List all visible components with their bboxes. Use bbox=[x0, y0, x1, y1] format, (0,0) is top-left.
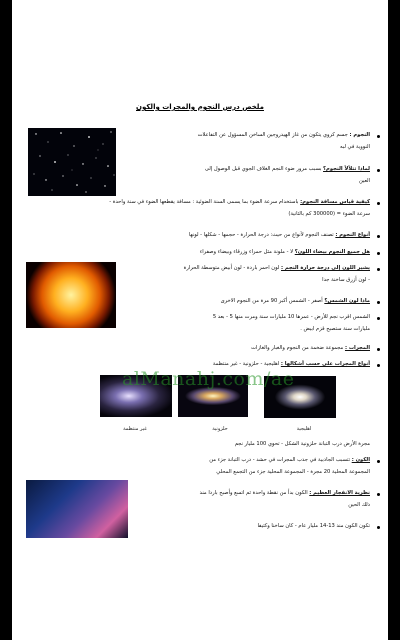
item-distance: كيفية قياس مسافة النجوم: باستخدام سرعة الضوء بما يسمى السنة الضوئية : مسافة يقطعها الضوء في سنة واحدة - سرعة الضوء = (300000 كم بالثانية) bbox=[109, 199, 370, 217]
item-stars: النجوم : جسم كروي يتكون من غاز الهيدروجين الساخن المسؤول عن التفاعلات النووية في لبه bbox=[197, 132, 370, 150]
item-twinkle: لماذا تتلألأ النجوم؟ بسبب مرور ضوء النجم الغلاف الجوي قبل الوصول إلى العين bbox=[204, 166, 370, 184]
item-galaxies: المجرات : مجموعة ضخمة من النجوم والغبار والغازات bbox=[251, 345, 370, 351]
caption-elliptical: اهليجية bbox=[296, 426, 312, 432]
item-universe-age: تكون الكون منذ 13-14 مليار عام - كان ساخنا وكثيفا bbox=[257, 523, 370, 529]
item-universe: الكون : تتسبب الجاذبية في جذب المجرات في حشد - درب التبانة جزء من المجموعة المحلية 20 مجرة - المجموعة المحلية جزء من التجمع المحلي bbox=[209, 457, 370, 475]
sun-image bbox=[26, 262, 116, 328]
item-sun-facts: الشمس اقرب نجم للأرض - عمرها 10 مليارات سنة ومرت منها 5 - بعد 5 مليارات سنة ستصبح قزم ابيض . bbox=[212, 314, 370, 332]
caption-irregular: غير منتظمة bbox=[123, 426, 147, 432]
page-title: ملخص درس النجوم والمجرات والكون bbox=[136, 103, 264, 111]
item-sun-color: ماذا لون الشمس؟ أصفر - الشمس أكبر 90 مرة من النجوم الاخرى bbox=[220, 298, 370, 304]
stars-graphic bbox=[28, 128, 116, 196]
item-star-colors: هل جميع النجوم بيضاء اللون؟ لا - ملونة مثل حمراء وزرقاء وبيضاء وصفراء bbox=[199, 249, 370, 255]
document-page bbox=[12, 0, 388, 640]
item-star-types: أنواع النجوم : تصنف النجوم لأنواع من حيث: درجة الحرارة - حجمها - شكلها - لونها bbox=[188, 232, 370, 238]
item-big-bang: نظرية الانفجار العظيم : الكون بدأ من نقطة واحدة ثم اتسع وأصبح باردا منذ ذلك الحين bbox=[199, 490, 370, 508]
caption-spiral: حلزونية bbox=[212, 426, 228, 432]
star-field-image bbox=[28, 128, 116, 196]
item-milky-way: مجرة الأرض درب التبانة حلزونية الشكل - تحوي 100 مليار نجم bbox=[234, 441, 370, 447]
deep-space-image bbox=[26, 480, 128, 538]
watermark: alManahj.com/ae bbox=[122, 368, 295, 390]
item-color-temperature: يشير اللون إلى درجة حرارة النجم : لون احمر باردة - لون أبيض متوسطة الحرارة - لون أزرق ساخنة جدا bbox=[183, 265, 370, 283]
item-galaxy-types: أنواع المجرات على حسب أشكالها : اهليجية - حلزونية - غير منتظمة bbox=[212, 361, 370, 367]
